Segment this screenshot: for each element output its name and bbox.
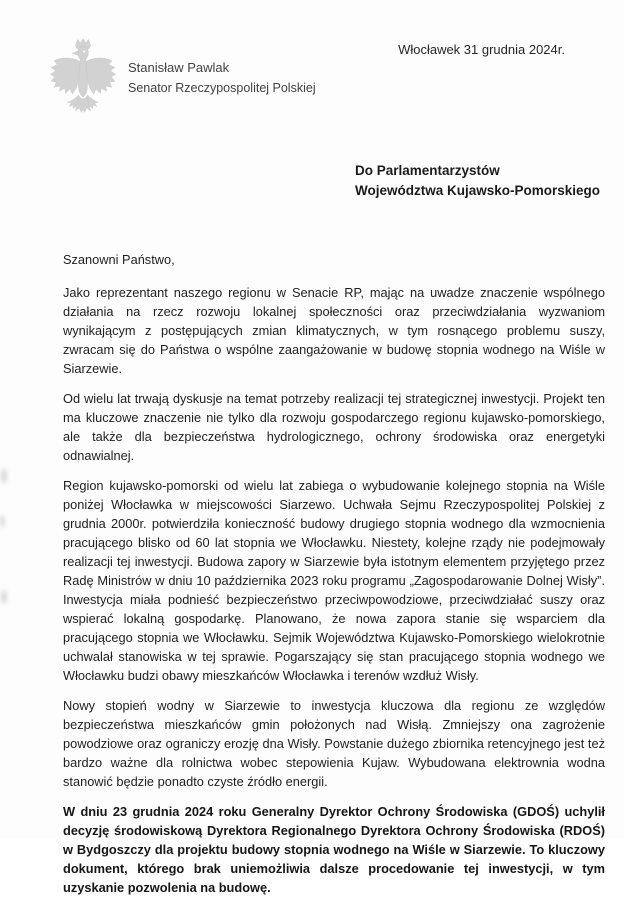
letter-body — [63, 250, 605, 908]
recipient-block — [355, 161, 600, 201]
scan-artifact — [0, 515, 5, 527]
paragraph-5-bold: W dniu 23 grudnia 2024 roku Generalny Dyrektor Ochrony Środowiska (GDOŚ) uchylił decyzję środowiskową Dyrektora Regionalnego Dyrektora Ochrony Środowiska (RDOŚ) w Bydgoszczy dla projektu budowy stopnia wodnego na Wiśle w Siarzewie. To kluczowy dokument, którego brak uniemożliwia dalsze procedowanie tej inwestycji, w tym uzyskanie pozwolenia na budowę. — [63, 804, 605, 895]
scan-artifact — [1, 590, 7, 604]
sender-block — [128, 57, 316, 99]
paragraph-2: Od wielu lat trwają dyskusje na temat potrzeby realizacji tej strategicznej inwestycji. Projekt ten ma kluczowe znaczenie nie tylko dla rozwoju gospodarczego regionu kujawsko-pomorskiego, ale także dla bezpieczeństwa hydrologicznego, ochrony środowiska oraz energetyki odnawialnej. — [63, 391, 605, 463]
scan-artifact — [1, 468, 7, 484]
paragraph-1: Jako reprezentant naszego regionu w Senacie RP, mając na uwadze znaczenie wspólnego działania na rzecz rozwoju lokalnej społeczności oraz przeciwdziałania wyzwaniom wynikającym z postępujących zmian klimatycznych, w tym rosnącego problemu suszy, zwracam się do Państwa o wspólne zaangażowanie w budowę stopnia wodnego na Wiśle w Siarzewie. — [63, 285, 605, 376]
recipient-line-1: Do Parlamentarzystów — [355, 163, 500, 178]
sender-title: Senator Rzeczypospolitej Polskiej — [128, 81, 316, 95]
paragraph-4: Nowy stopień wodny w Siarzewie to inwestycja kluczowa dla regionu ze względów bezpieczeństwa mieszkańców gmin położonych nad Wisłą. Zmniejszy ona zagrożenie powodziowe oraz ograniczy erozję dna Wisły. Powstanie dużego zbiornika retencyjnego jest też bardzo ważne dla rolnictwa wobec stepowienia Kujaw. Wybudowana elektrownia wodna stanowić będzie ponadto czyste źródło energii. — [63, 698, 605, 789]
recipient-line-2: Województwa Kujawsko-Pomorskiego — [355, 183, 601, 198]
date-line: Włocławek 31 grudnia 2024r. — [398, 42, 565, 57]
sender-name: Stanisław Pawlak — [128, 60, 230, 75]
paragraph-3: Region kujawsko-pomorski od wielu lat zabiega o wybudowanie kolejnego stopnia na Wiśle poniżej Włocławka w miejscowości Siarzewo. Uchwała Sejmu Rzeczypospolitej Polskiej z grudnia 2000r. potwierdziła konieczność budowy drugiego stopnia wodnego dla wzmocnienia pracującego blisko od 60 lat stopnia we Włocławku. Niestety, kolejne rządy nie podejmowały realizacji tej inwestycji. Budowa zapory w Siarzewie była istotnym elementem przyjętego przez Radę Ministrów w dniu 10 października 2023 roku programu „Zagospodarowanie Dolnej Wisły”. Inwestycja miała podnieść bezpieczeństwo przeciwpowodziowe, przeciwdziałać suszy oraz wspierać lokalną gospodarkę. Planowano, że nowa zapora stanie się wsparciem dla pracującego stopnia we Włocławku. Sejmik Województwa Kujawsko-Pomorskiego wielokrotnie uchwalał stanowiska w tej sprawie. Pogarszający się stan pracującego stopnia wodnego we Włocławku budzi obawy mieszkańców Włocławka i terenów wzdłuż Wisły. — [63, 478, 605, 683]
polish-eagle-emblem — [45, 36, 121, 122]
salutation: Szanowni Państwo, — [63, 252, 175, 267]
